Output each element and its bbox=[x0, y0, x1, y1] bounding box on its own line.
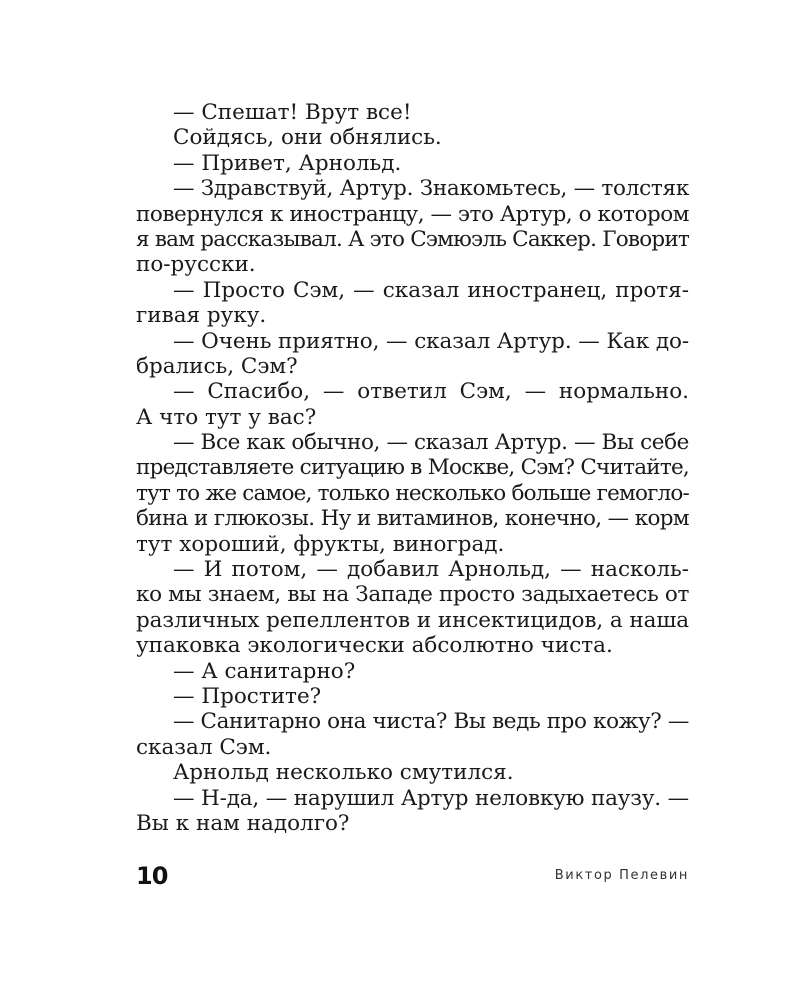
text-line: — Н-да, — нарушил Артур неловкую паузу. — bbox=[173, 785, 689, 811]
page-number: 10 bbox=[136, 862, 168, 890]
text-line: тут хороший, фрукты, виноград. bbox=[136, 531, 505, 557]
text-line: бина и глюкозы. Ну и витаминов, конечно, — корм bbox=[136, 506, 689, 532]
text-line: — А санитарно? bbox=[173, 658, 356, 684]
text-line: — Простите? bbox=[173, 683, 322, 709]
text-line: Сойдясь, они обнялись. bbox=[173, 125, 442, 151]
text-line: — Здравствуй, Артур. Знакомьтесь, — толстяк bbox=[173, 176, 689, 202]
text-line: А что тут у вас? bbox=[136, 404, 317, 430]
text-line: — И потом, — добавил Арнольд, — насколь- bbox=[173, 557, 689, 583]
running-head-author: Виктор Пелевин bbox=[554, 868, 689, 883]
text-line: Арнольд несколько смутился. bbox=[173, 760, 514, 786]
text-line: брались, Сэм? bbox=[136, 353, 298, 379]
text-line: упаковка экологически абсолютно чиста. bbox=[136, 633, 613, 659]
text-line: по-русски. bbox=[136, 252, 256, 278]
text-line: — Просто Сэм, — сказал иностранец, протя- bbox=[173, 277, 689, 303]
text-line: — Санитарно она чиста? Вы ведь про кожу? — bbox=[173, 709, 689, 735]
text-line: сказал Сэм. bbox=[136, 734, 272, 760]
text-line: — Привет, Арнольд. bbox=[173, 150, 402, 176]
text-line: Вы к нам надолго? bbox=[136, 810, 350, 836]
text-line: различных репеллентов и инсектицидов, а наша bbox=[136, 607, 690, 633]
text-line: гивая руку. bbox=[136, 303, 267, 329]
text-line: — Спешат! Врут все! bbox=[173, 100, 412, 125]
text-line: повернулся к иностранцу, — это Артур, о котором bbox=[136, 201, 690, 227]
text-line: ко мы знаем, вы на Западе просто задыхаетесь от bbox=[136, 582, 690, 608]
text-line: — Все как обычно, — сказал Артур. — Вы себе bbox=[173, 430, 689, 456]
page-body-text bbox=[136, 100, 689, 836]
text-line: тут то же самое, только несколько больше гемогло- bbox=[136, 480, 690, 506]
text-line: представляете ситуацию в Москве, Сэм? Считайте, bbox=[136, 455, 689, 481]
text-line: — Спасибо, — ответил Сэм, — нормально. bbox=[173, 379, 689, 405]
text-line: — Очень приятно, — сказал Артур. — Как до- bbox=[173, 328, 690, 354]
text-line: я вам рассказывал. А это Сэмюэль Саккер. Говорит bbox=[136, 226, 690, 252]
page-footer bbox=[136, 862, 689, 892]
